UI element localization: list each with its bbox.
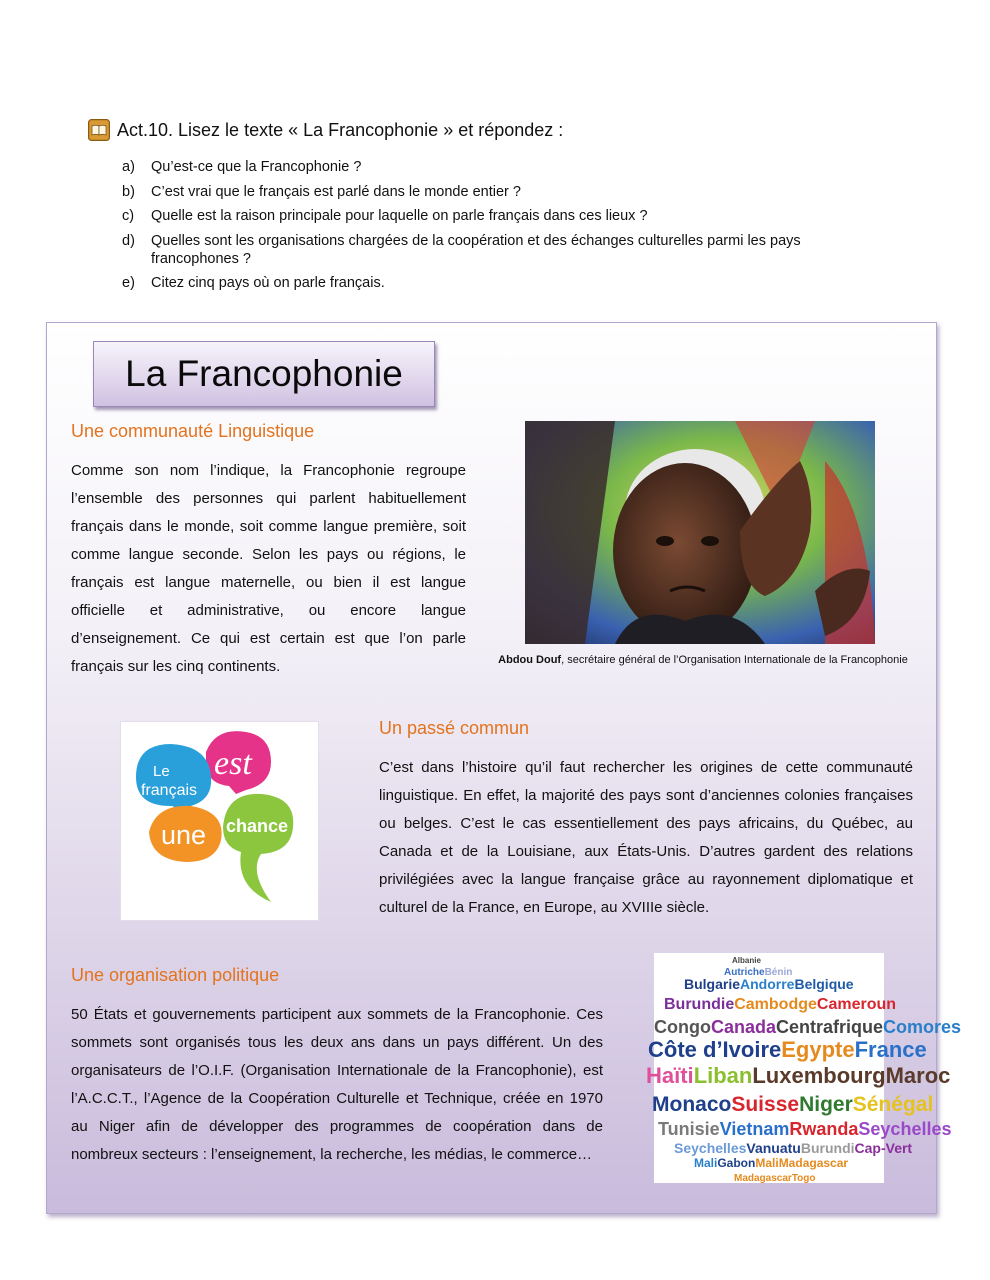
country-word: Comores <box>883 1017 962 1037</box>
logo-word: français <box>141 782 198 799</box>
country-word: Congo <box>654 1017 711 1037</box>
country-word: Vanuatu <box>746 1140 801 1156</box>
activity-title: Act.10. Lisez le texte « La Francophonie » et répondez : <box>117 119 564 140</box>
country-word: Canada <box>710 1017 777 1037</box>
country-word: Suisse <box>731 1093 800 1116</box>
book-icon <box>88 119 110 141</box>
le-francais-est-une-chance-logo <box>120 721 319 921</box>
country-word: Luxembourg <box>752 1063 886 1088</box>
logo-word: une <box>161 820 207 850</box>
country-word: Tunisie <box>658 1119 720 1139</box>
question-letter: e) <box>122 275 135 291</box>
question-item <box>122 207 822 225</box>
word-cloud-row <box>658 1119 951 1139</box>
country-word: Burundi <box>800 1140 855 1156</box>
word-cloud-row <box>732 956 761 965</box>
question-text: C’est vrai que le français est parlé dans le monde entier ? <box>151 183 521 200</box>
logo-word: est <box>214 745 252 782</box>
word-cloud-row <box>652 1093 933 1116</box>
country-word: Gabon <box>717 1156 756 1170</box>
section-text-communaute: Comme son nom l’indique, la Francophonie regroupe l’ensemble des personnes qui parlent habituellement français dans le monde, soit comme langue première, soit comme langue seconde. Selon les pays ou régions, le français est langue maternelle, ou bien il est langue officielle et administrative, ou encore langue d’enseignement. Ce qui est certain est que l’on parle français sur les cinq continents. <box>71 462 466 675</box>
abdou-diouf-photo <box>525 421 875 644</box>
country-word: Cap-Vert <box>854 1140 913 1156</box>
question-letter: a) <box>122 159 135 175</box>
photo-caption <box>483 654 923 666</box>
country-word: Burundie <box>664 996 735 1013</box>
francophone-countries-word-cloud <box>646 953 962 1184</box>
country-word: Autriche <box>724 967 765 978</box>
section-heading-passe: Un passé commun <box>379 718 530 738</box>
country-word: Mali <box>755 1156 779 1170</box>
question-item <box>122 158 822 176</box>
word-cloud-row <box>654 1017 961 1037</box>
article-title: La Francophonie <box>93 341 435 407</box>
section-heading-organisation: Une organisation politique <box>71 965 280 985</box>
country-word: Madagascar <box>734 1173 792 1184</box>
country-word: Vietnam <box>719 1119 790 1139</box>
country-word: Albanie <box>732 956 761 965</box>
country-word: Egypte <box>781 1037 855 1062</box>
word-cloud-row <box>646 1063 950 1088</box>
country-word: Côte d’Ivoire <box>648 1037 782 1062</box>
country-word: Haïti <box>646 1063 694 1088</box>
country-word: Maroc <box>885 1063 951 1088</box>
country-word: Monaco <box>652 1093 732 1116</box>
country-word: Bulgarie <box>684 976 741 992</box>
country-word: Cameroun <box>816 996 897 1013</box>
word-cloud-row <box>648 1037 927 1062</box>
activity-title-row <box>88 119 563 141</box>
question-item <box>122 232 822 268</box>
country-word: Madagascar <box>778 1156 849 1170</box>
question-text: Citez cinq pays où on parle français. <box>151 275 385 291</box>
question-letter: c) <box>122 208 135 224</box>
question-item <box>122 183 822 201</box>
country-word: Seychelles <box>858 1119 952 1139</box>
question-letter: d) <box>122 232 135 249</box>
question-letter: b) <box>122 183 135 200</box>
word-cloud-row <box>674 1140 912 1156</box>
section-text-passe: C’est dans l’histoire qu’il faut rechercher les origines de cette communauté linguistique. En effet, la majorité des pays sont d’anciennes colonies françaises ou belges. C’est le cas essentiellement des pays africains, du Québec, au Canada et de la Louisiane, aux États-Unis. D’autres gardent des relations privilégiées avec la langue française grâce au rayonnement diplomatique et culturel de la France, en Europe, au XVIIIe siècle. <box>379 759 913 916</box>
country-word: Seychelles <box>674 1140 747 1156</box>
question-text: Quelles sont les organisations chargées de la coopération et des échanges culturelles parmi les pays francophones ? <box>151 232 801 267</box>
logo-word: chance <box>226 816 289 836</box>
question-item <box>122 274 822 292</box>
logo-word: Le <box>153 763 170 780</box>
caption-name: Abdou Douf <box>498 654 562 666</box>
word-cloud-row <box>684 976 854 992</box>
question-text: Qu’est-ce que la Francophonie ? <box>151 159 362 175</box>
country-word: Rwanda <box>789 1119 859 1139</box>
country-word: Togo <box>791 1173 816 1184</box>
country-word: Cambodge <box>734 996 817 1013</box>
article-panel <box>46 322 962 1214</box>
country-word: Centrafrique <box>776 1017 884 1037</box>
country-word: Niger <box>799 1093 853 1116</box>
word-cloud-row <box>664 996 896 1013</box>
question-text: Quelle est la raison principale pour laquelle on parle français dans ces lieux ? <box>151 208 648 224</box>
country-word: Liban <box>693 1063 753 1088</box>
word-cloud-row <box>734 1173 816 1184</box>
section-heading-communaute: Une communauté Linguistique <box>71 421 315 441</box>
country-word: Bénin <box>764 967 793 978</box>
word-cloud-row <box>694 1156 848 1170</box>
section-text-organisation: 50 États et gouvernements participent aux sommets de la Francophonie. Ces sommets sont organisés tous les deux ans dans un pays différent. Un des organisateurs de l’O.I.F. (Organisation Internationale de la Francophonie), est l’A.C.C.T., l’Agence de la Coopération Culturelle et Technique, créée en 1970 au Niger afin de développer des programmes de coopération dans de nombreux secteurs : l’enseignement, la recherche, les médias, le commerce… <box>71 1006 603 1163</box>
country-word: Mali <box>694 1156 718 1170</box>
country-word: Sénégal <box>852 1093 934 1116</box>
question-list <box>122 158 822 299</box>
country-word: Andorre <box>740 976 795 992</box>
caption-text: , secrétaire général de l’Organisation Internationale de la Francophonie <box>561 654 908 666</box>
country-word: France <box>854 1037 927 1062</box>
country-word: Belgique <box>794 976 854 992</box>
